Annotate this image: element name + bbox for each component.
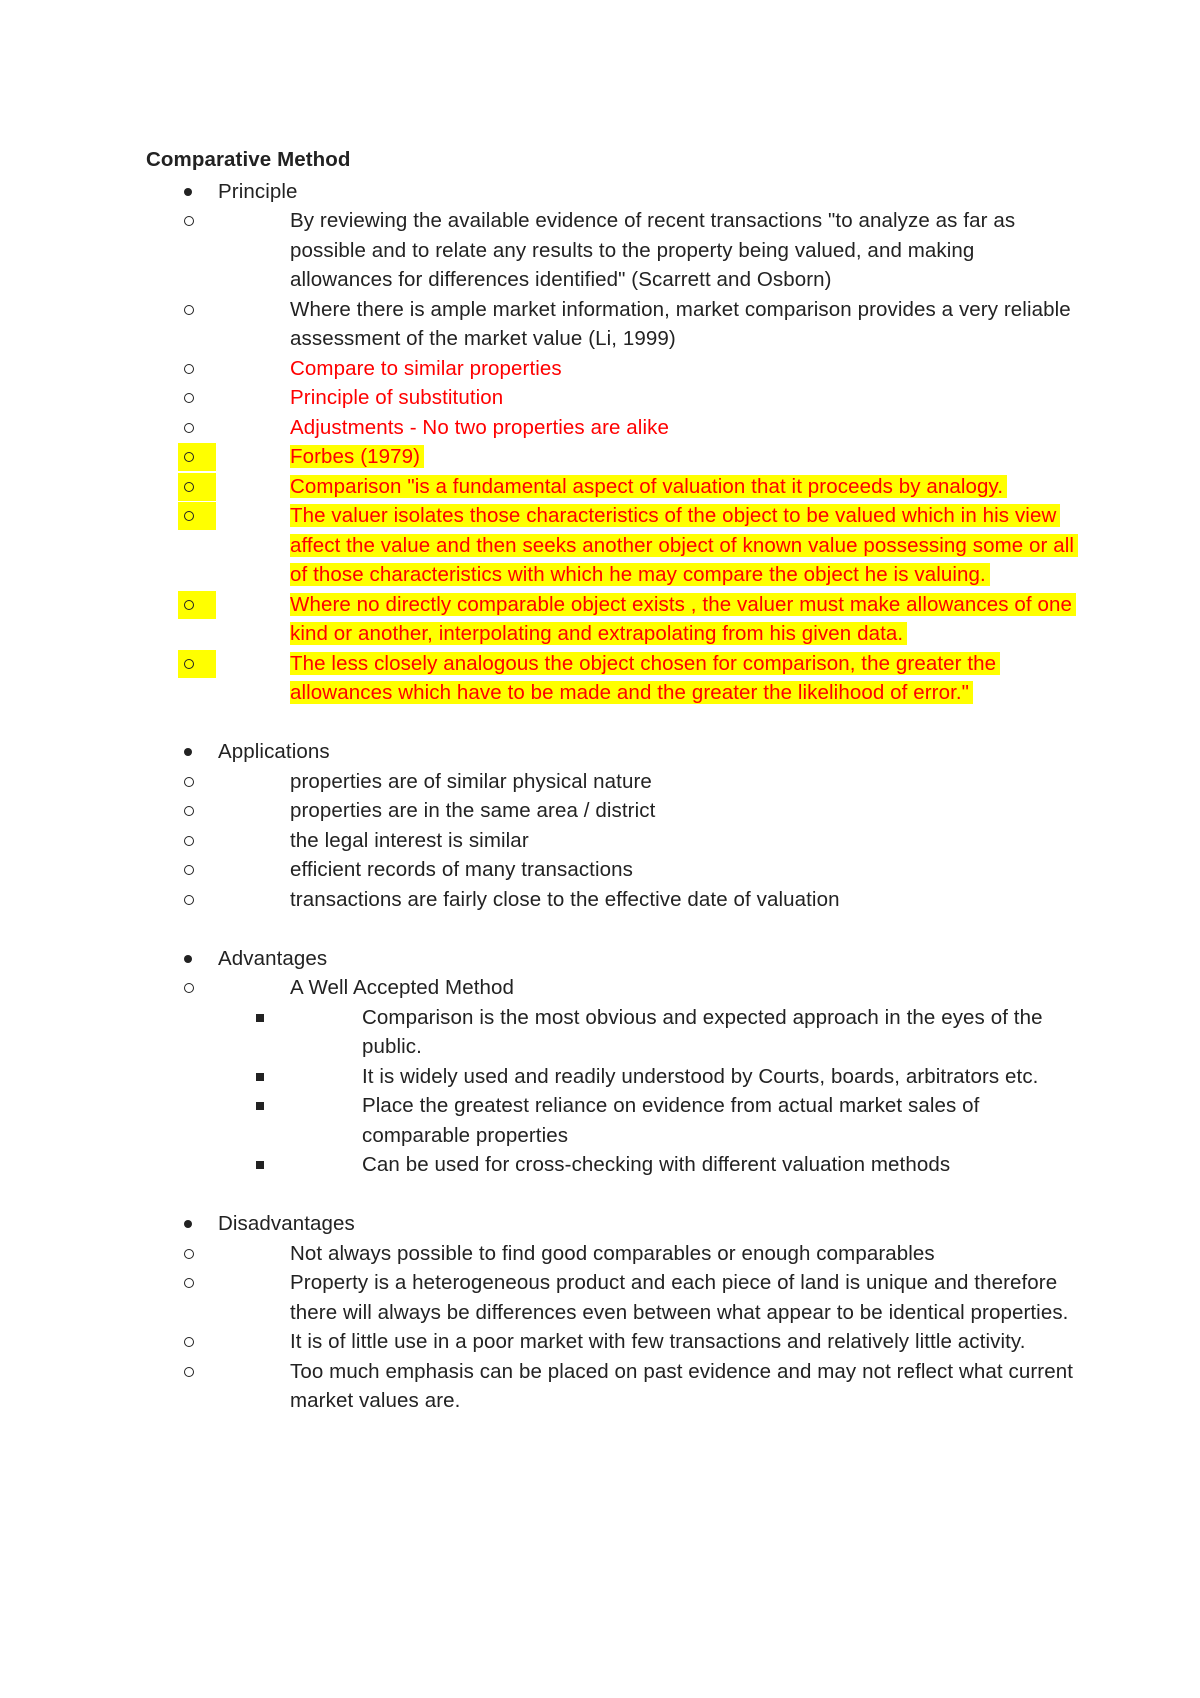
section-heading-item [146, 944, 1076, 1180]
list-item-text: Too much emphasis can be placed on past evidence and may not reflect what current market values are. [290, 1359, 1073, 1412]
bullet-circle-icon [184, 1367, 194, 1377]
section-heading: Principle [218, 179, 298, 203]
sub-list-item-text: Comparison is the most obvious and expected approach in the eyes of the public. [362, 1005, 1043, 1058]
bullet-disc-icon [184, 188, 192, 196]
list-item-text: properties are of similar physical nature [290, 769, 652, 793]
section-heading-item [146, 737, 1076, 914]
bullet-circle-icon [184, 423, 194, 433]
list-item [218, 472, 1076, 502]
document-title: Comparative Method [146, 148, 351, 171]
section-heading-item [146, 177, 1076, 708]
section-heading: Disadvantages [218, 1212, 355, 1235]
list-item-text: Forbes (1979) [290, 445, 424, 468]
list-item-text: Adjustments - No two properties are alike [290, 415, 669, 439]
list-item-text: By reviewing the available evidence of recent transactions "to analyze as far as possible and to relate any results to the property being valued, and making allowances for differences identified" (Scarrett and Osborn) [290, 209, 1016, 291]
list-item-text: Where no directly comparable object exists , the valuer must make allowances of one kind or another, interpolating and extrapolating from his given data. [290, 593, 1076, 646]
bullet-circle-icon [184, 600, 194, 610]
list-item-text: The valuer isolates those characteristics of the object to be valued which in his view affect the value and then seeks another object of known value possessing some or all of those characteristics with which he may compare the object he is valuing. [290, 504, 1078, 586]
list-item [218, 413, 1076, 443]
sub-list-item-text: Place the greatest reliance on evidence from actual market sales of comparable properties [362, 1094, 980, 1147]
list-item-text: the legal interest is similar [290, 828, 529, 852]
document-body [146, 145, 1076, 1445]
bullet-circle-icon [184, 983, 194, 993]
bullet-square-icon [256, 1102, 264, 1110]
list-item [218, 1239, 1076, 1269]
bullet-circle-icon [184, 1337, 194, 1347]
list-item-text: efficient records of many transactions [290, 858, 633, 881]
bullet-circle-icon [184, 865, 194, 875]
bullet-disc-icon [184, 955, 192, 963]
list-item-text: A Well Accepted Method [290, 976, 515, 999]
list-item-text: Principle of substitution [290, 386, 504, 409]
bullet-circle-icon [184, 1278, 194, 1288]
bullet-circle-icon [184, 895, 194, 905]
list-item [218, 796, 1076, 826]
list-item [218, 590, 1076, 649]
list-item [218, 855, 1076, 885]
list-item [218, 649, 1076, 708]
list-item [218, 826, 1076, 856]
section-heading: Advantages [218, 946, 328, 970]
bullet-circle-icon [184, 393, 194, 403]
list-item [218, 354, 1076, 384]
list-item-text: Compare to similar properties [290, 356, 562, 380]
bullet-square-icon [256, 1073, 264, 1081]
list-item [218, 1268, 1076, 1327]
list-item-text: The less closely analogous the object chosen for comparison, the greater the allowances which have to be made and the greater the likelihood of error." [290, 652, 1000, 705]
section-disadvantages [146, 1209, 1076, 1416]
list-item [218, 767, 1076, 797]
sub-list-item-text: Can be used for cross-checking with different valuation methods [362, 1153, 951, 1176]
list-item [218, 1327, 1076, 1357]
list-item-text: Where there is ample market information, market comparison provides a very reliable assessment of the market value (Li, 1999) [290, 297, 1071, 350]
bullet-circle-icon [184, 216, 194, 226]
list-item [218, 295, 1076, 354]
section-heading-item [146, 1209, 1076, 1416]
section-applications [146, 737, 1076, 914]
bullet-disc-icon [184, 748, 192, 756]
section-heading: Applications [218, 740, 330, 763]
bullet-square-icon [256, 1161, 264, 1169]
bullet-circle-icon [184, 364, 194, 374]
sub-list-item [290, 1091, 1076, 1150]
bullet-square-icon [256, 1014, 264, 1022]
list-item [218, 442, 1076, 472]
sub-list-item [290, 1150, 1076, 1180]
bullet-circle-icon [184, 1249, 194, 1259]
list-item [218, 973, 1076, 1180]
bullet-circle-icon [184, 659, 194, 669]
list-item [218, 1357, 1076, 1416]
bullet-circle-icon [184, 305, 194, 315]
section-advantages [146, 944, 1076, 1180]
list-item-text: Comparison "is a fundamental aspect of valuation that it proceeds by analogy. [290, 475, 1007, 498]
list-item [218, 885, 1076, 915]
list-item-text: transactions are fairly close to the effective date of valuation [290, 887, 840, 911]
bullet-circle-icon [184, 482, 194, 492]
bullet-circle-icon [184, 806, 194, 816]
bullet-circle-icon [184, 777, 194, 787]
outline-list [146, 177, 1076, 1416]
sub-list-item-text: It is widely used and readily understood by Courts, boards, arbitrators etc. [362, 1064, 1039, 1088]
sub-list-item [290, 1062, 1076, 1092]
list-item-text: It is of little use in a poor market with few transactions and relatively little activity. [290, 1330, 1026, 1353]
sub-list-item [290, 1003, 1076, 1062]
bullet-circle-icon [184, 452, 194, 462]
bullet-disc-icon [184, 1220, 192, 1228]
list-item-text: Not always possible to find good comparables or enough comparables [290, 1241, 935, 1265]
list-item-text: properties are in the same area / district [290, 799, 656, 822]
list-item [218, 501, 1076, 590]
list-item [218, 383, 1076, 413]
bullet-circle-icon [184, 511, 194, 521]
list-item [218, 206, 1076, 295]
list-item-text: Property is a heterogeneous product and each piece of land is unique and therefore there will always be differences even between what appear to be identical properties. [290, 1271, 1069, 1324]
bullet-circle-icon [184, 836, 194, 846]
section-principle [146, 177, 1076, 708]
